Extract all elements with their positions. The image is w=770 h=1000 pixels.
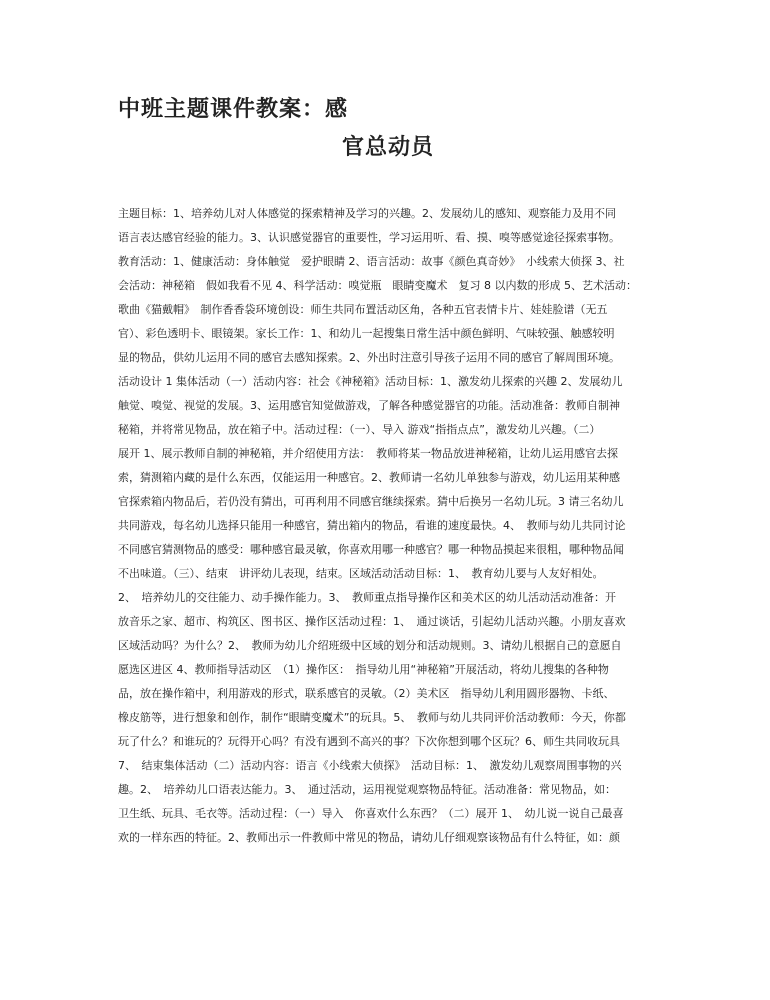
body-line: 索，猜测箱内藏的是什么东西，仅能运用一种感官。2、教师请一名幼儿单独参与游戏，幼儿运用某种感 xyxy=(118,471,620,484)
body-line: 卫生纸、玩具、毛衣等。活动过程：（一）导入 你喜欢什么东西？（二）展开 1、 幼儿说一说自己最喜 xyxy=(118,807,624,820)
body-line: 秘箱，并将常见物品，放在箱子中。活动过程：（一）、导入 游戏“指指点点”，激发幼儿兴趣。（二） xyxy=(118,423,601,436)
body-line: 官）、彩色透明卡、眼镜架。家长工作：1、和幼儿一起搜集日常生活中颜色鲜明、气味较强、触感较明 xyxy=(118,327,615,340)
body-line: 不同感官猜测物品的感受：哪种感官最灵敏，你喜欢用哪一种感官？哪一种物品摸起来很粗，哪种物品闻 xyxy=(118,543,624,556)
body-line: 趣。2、 培养幼儿口语表达能力。3、 通过活动，运用视觉观察物品特征。活动准备：常见物品，如： xyxy=(118,783,616,796)
body-line: 触觉、嗅觉、视觉的发展。3、运用感官知觉做游戏，了解各种感觉器官的功能。活动准备：教师自制神 xyxy=(118,399,620,412)
body-line: 橡皮筋等，进行想象和创作，制作“眼睛变魔术”的玩具。5、 教师与幼儿共同评价活动教师：今天，你都 xyxy=(118,711,626,724)
body-line: 欢的一样东西的特征。2、教师出示一件教师中常见的物品，请幼儿仔细观察该物品有什么特征，如：颜 xyxy=(118,831,620,844)
body-line: 品，放在操作箱中，利用游戏的形式，联系感官的灵敏。（2）美术区 指导幼儿利用圆形器物、卡纸、 xyxy=(118,687,615,700)
body-line: 愿选区进区 4、教师指导活动区 （1）操作区： 指导幼儿用“神秘箱”开展活动，将幼儿搜集的各种物 xyxy=(118,663,609,676)
body-line: 2、 培养幼儿的交往能力、动手操作能力。3、 教师重点指导操作区和美术区的幼儿活动活动准备：开 xyxy=(118,591,616,604)
body-line: 主题目标：1、培养幼儿对人体感觉的探索精神及学习的兴趣。2、发展幼儿的感知、观察能力及用不同 xyxy=(118,207,616,220)
body-line: 展开 1、展示教师自制的神秘箱，并介绍使用方法： 教师将某一物品放进神秘箱，让幼儿运用感官去探 xyxy=(118,447,618,460)
document-title-line-1: 中班主题课件教案：感 xyxy=(118,97,349,122)
body-line: 教育活动：1、健康活动：身体触觉 爱护眼睛 2、语言活动：故事《颜色真奇妙》 小线索大侦探 3、社 xyxy=(118,255,625,268)
body-line: 显的物品，供幼儿运用不同的感官去感知探索。2、外出时注意引导孩子运用不同的感官了解周围环境。 xyxy=(118,351,620,364)
body-line: 官探索箱内物品后，若仍没有猜出，可再利用不同感官继续探索。猜中后换另一名幼儿玩。3 请三名幼儿 xyxy=(118,495,624,508)
body-line: 玩了什么？和谁玩的？玩得开心吗？有没有遇到不高兴的事？下次你想到哪个区玩？6、师生共同收玩具 xyxy=(118,735,620,748)
body-line: 7、 结束集体活动（二）活动内容：语言《小线索大侦探》 活动目标：1、 激发幼儿观察周围事物的兴 xyxy=(118,759,622,772)
body-line: 区域活动吗？为什么？2、 教师为幼儿介绍班级中区域的划分和活动规则。3、请幼儿根据自己的意愿自 xyxy=(118,639,622,652)
body-line: 共同游戏，每名幼儿选择只能用一种感官，猜出箱内的物品，看谁的速度最快。4、 教师与幼儿共同讨论 xyxy=(118,519,626,532)
body-line: 不出味道。（三）、结束 讲评幼儿表现，结束。区域活动活动目标：1、 教育幼儿要与人友好相处。 xyxy=(118,567,604,580)
body-line: 会活动：神秘箱 假如我看不见 4、科学活动：嗅觉瓶 眼睛变魔术 复习 8 以内数的形成 5、艺术活动： xyxy=(118,279,637,292)
body-line: 活动设计 1 集体活动（一）活动内容：社会《神秘箱》活动目标：1、激发幼儿探索的兴趣 2、发展幼儿 xyxy=(118,375,623,388)
body-line: 语言表达感官经验的能力。3、认识感觉器官的重要性，学习运用听、看、摸、嗅等感觉途径探索事物。 xyxy=(118,231,620,244)
body-text xyxy=(118,202,653,850)
document-title-line-2: 官总动员 xyxy=(342,135,435,160)
body-line: 放音乐之家、超市、构筑区、图书区、操作区活动过程：1、 通过谈话，引起幼儿活动兴趣。小朋友喜欢 xyxy=(118,615,626,628)
body-line: 歌曲《猫戴帽》 制作香香袋环境创设：师生共同布置活动区角，各种五官表情卡片、娃娃脸谱（无五 xyxy=(118,303,608,316)
